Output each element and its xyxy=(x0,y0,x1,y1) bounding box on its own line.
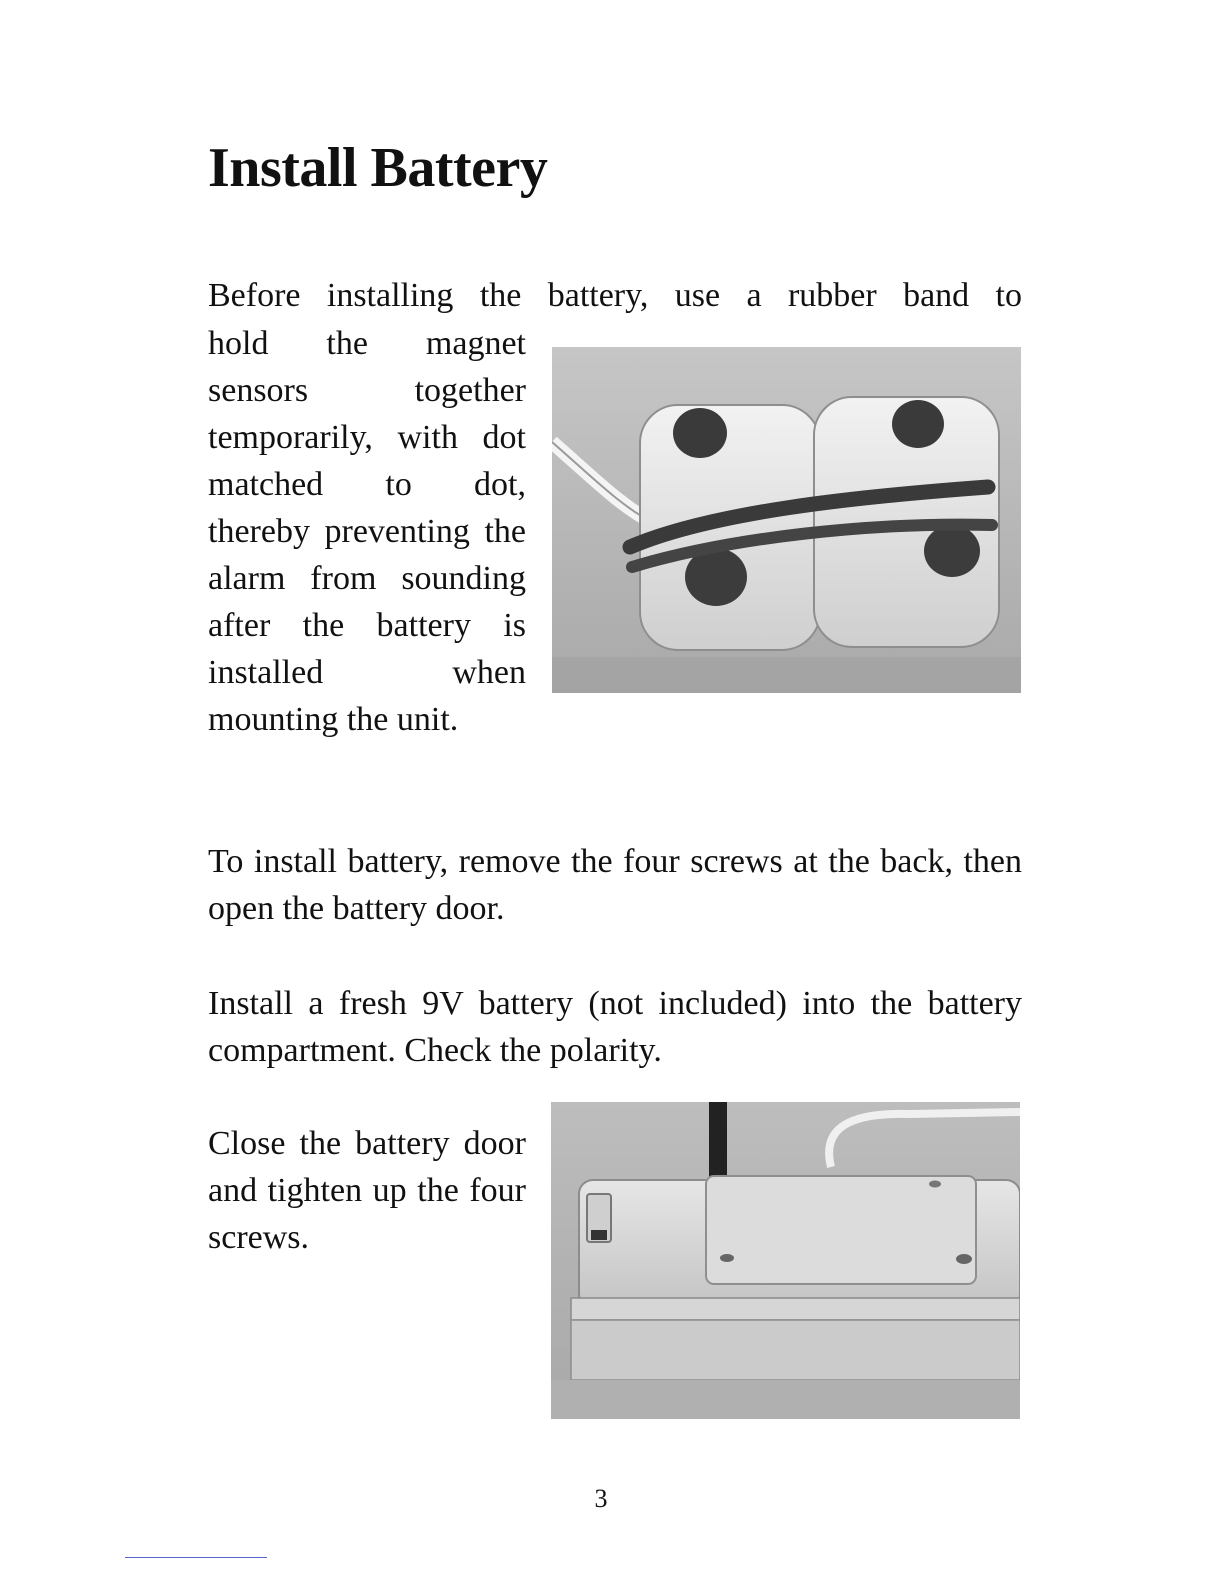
close-door-paragraph: Close the battery door and tighten up the four screws. xyxy=(208,1125,526,1256)
battery-case-photo xyxy=(551,1102,1020,1419)
page-number: 3 xyxy=(594,1484,608,1513)
install-battery-paragraph: Install a fresh 9V battery (not included) into the battery compartment. Check the polarity. xyxy=(208,985,1022,1069)
rubber-band-paragraph-first-line: Before installing the battery, use a rubber band to xyxy=(208,277,1022,314)
magnet-sensors-photo xyxy=(552,347,1021,693)
rubber-band-paragraph-continued: hold the magnet sensors together temporarily, with dot matched to dot, thereby preventing the alarm from sounding after the battery is installed when mounting the unit. xyxy=(208,325,526,738)
remove-screws-paragraph: To install battery, remove the four screws at the back, then open the battery door. xyxy=(208,843,1022,927)
footnote-rule xyxy=(125,1557,267,1558)
page-title: Install Battery xyxy=(208,137,548,199)
